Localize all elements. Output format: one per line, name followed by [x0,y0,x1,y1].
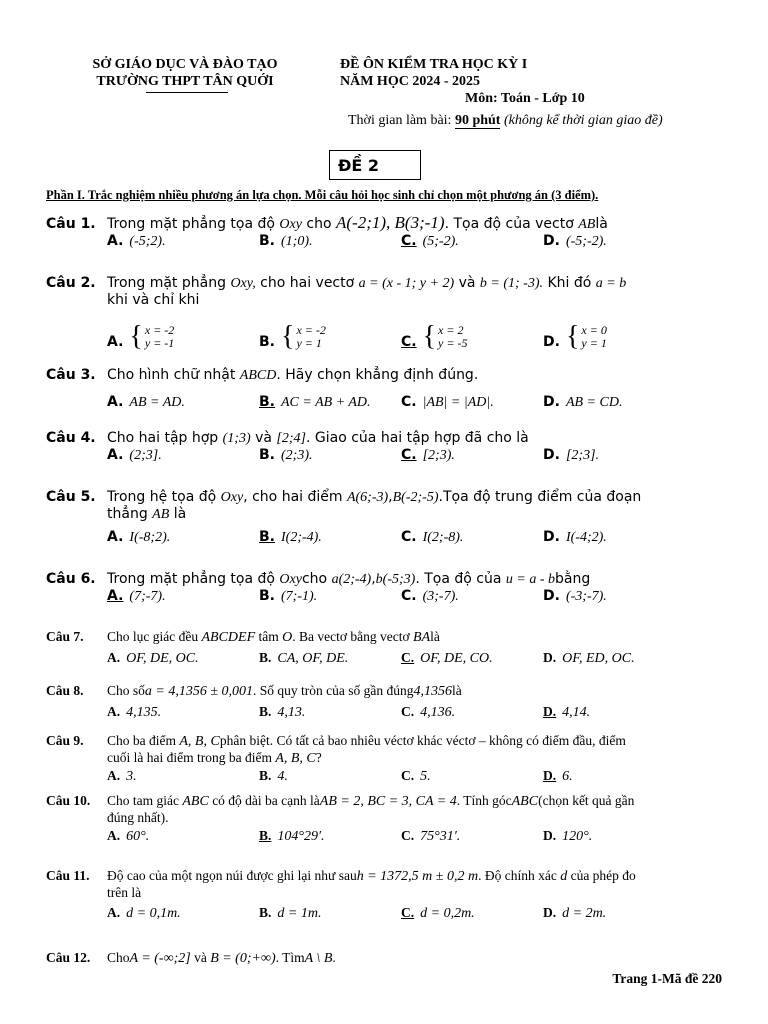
question-text: . Hãy chọn khẳng định đúng. [276,367,479,383]
option-label: A. [107,828,121,843]
question-text-line2: trên là [107,885,142,900]
time-note: (không kể thời gian giao đề) [500,113,663,128]
school-name: TRƯỜNG THPT TÂN QUỚI [96,74,274,89]
option-label: C. [401,334,417,350]
question-number: Câu 2. [46,275,96,291]
question-text: Trong mặt phẳng tọa độ [107,571,275,587]
option-b[interactable] [259,704,305,721]
option-value: d = 1m. [277,906,322,921]
subject-line: Môn: Toán - Lớp 10 [465,91,585,106]
option-value: (7;-7). [129,589,166,604]
option-label: B. [259,394,275,410]
question-12 [46,950,726,967]
option-label: C. [401,828,415,843]
department-name: SỞ GIÁO DỤC VÀ ĐÀO TẠO [92,57,278,72]
option-value: 104°29′. [277,829,325,844]
option-value: 60°. [126,829,150,844]
option-label: C. [401,905,415,920]
question-number: Câu 11. [46,868,90,883]
answer-options [46,447,726,469]
option-value: OF, DE, CO. [420,651,493,666]
option-a[interactable] [107,233,166,250]
option-a[interactable] [107,704,161,721]
option-b[interactable] [259,447,313,464]
option-b[interactable] [259,310,326,350]
question-text: Cho lục giác đều [107,629,199,644]
option-label: A. [107,588,124,604]
math-expr: Oxy [279,217,302,232]
math-expr: h = 1372,5 m ± 0,2 m [356,869,479,884]
option-label: D. [543,447,560,463]
option-label: B. [259,768,272,783]
exam-title: ĐỀ ÔN KIỂM TRA HỌC KỲ I [340,57,528,72]
option-c[interactable] [401,650,493,667]
page-footer: Trang 1-Mã đề 220 [612,971,722,986]
question-text: phân biệt. Có tất cả bao nhiêu véctơ khác véctơ – không có điểm đầu, điểm [219,733,626,748]
option-value: (1;0). [281,234,313,249]
question-text: và [255,430,272,446]
question-number: Câu 3. [46,367,96,383]
option-c[interactable] [401,768,431,785]
option-label: B. [259,447,275,463]
question-2 [46,275,726,350]
option-value: 4,13. [277,705,306,720]
header-divider [146,92,228,93]
option-value: AB = AD. [129,395,185,410]
question-text: . Giao của hai tập hợp đã cho là [305,430,529,446]
option-a[interactable] [107,529,170,546]
math-expr: B = (0;+∞) [210,951,276,966]
question-text: .Tọa độ trung điểm của đoạn [438,489,642,505]
math-expr: Oxy [220,490,244,505]
option-value: I(-8;2). [129,530,171,545]
question-number: Câu 6. [46,571,96,587]
math-expr: Oxy [279,572,302,587]
option-value: (2;3]. [129,448,162,463]
question-text: Cho số [107,683,145,698]
option-c[interactable] [401,394,494,411]
question-number: Câu 1. [46,216,96,232]
option-b[interactable] [259,828,325,845]
exam-code-box: ĐỀ 2 [329,150,421,180]
answer-options [46,233,726,255]
option-label: D. [543,828,557,843]
question-text: Cho ba điểm [107,733,176,748]
question-text: , cho hai điểm [243,489,343,505]
option-value: (5;-2). [422,234,459,249]
math-expr: 4,1356 [413,684,453,699]
option-b[interactable] [259,394,371,411]
option-value: (-3;-7). [565,589,607,604]
option-d[interactable] [543,233,607,250]
math-expr: a(2;-4) [331,572,372,587]
question-number: Câu 7. [46,629,84,644]
option-value: 4,135. [126,705,162,720]
option-label: C. [401,447,417,463]
option-value: [2;3). [422,448,455,463]
question-text: . Tính góc [456,793,512,808]
option-value: (2;3). [281,448,313,463]
question-text: tâm [258,629,279,644]
time-line [348,113,663,129]
question-text: . Ba vectơ bằng vectơ [292,629,410,644]
section-title: Phần I. Trắc nghiệm nhiều phương án lựa chọn. Mỗi câu hỏi học sinh chỉ chọn một phương án (3 điểm). [46,188,599,202]
option-b[interactable] [259,905,321,922]
option-value: d = 0,1m. [126,906,181,921]
math-expr: b(-5;3) [375,572,416,587]
school-header [60,56,310,93]
option-label: D. [543,768,557,783]
option-value: (3;-7). [422,589,459,604]
option-label: C. [401,233,417,249]
math-expr: u = a - b [505,572,555,587]
question-8 [46,683,726,726]
option-value: d = 2m. [562,906,607,921]
math-expr: B(-2;-5) [392,490,439,505]
question-text: Khi đó [547,275,592,291]
option-value: I(2;-8). [422,530,464,545]
option-d[interactable] [543,447,599,464]
answer-options [46,529,726,551]
answer-options [46,828,726,850]
question-10 [46,793,726,850]
option-value: 4,14. [562,705,591,720]
option-d[interactable] [543,588,607,605]
option-value: AB = CD. [565,395,623,410]
math-expr: Oxy, [230,276,256,291]
question-3 [46,367,726,416]
option-label: C. [401,650,415,665]
option-value: OF, ED, OC. [562,651,635,666]
option-value: [2;3]. [565,448,600,463]
option-value: CA, OF, DE. [277,651,349,666]
option-value: OF, DE, OC. [126,651,199,666]
question-text: và [458,275,476,291]
math-expr: d [560,869,568,884]
option-value: 75°31′. [420,829,461,844]
option-label: D. [543,334,560,350]
equation-system: { x = -2 y = -1 [129,321,175,352]
option-label: A. [107,447,124,463]
question-number: Câu 4. [46,430,96,446]
answer-options [46,588,726,610]
option-d[interactable] [543,828,592,845]
option-value: 3. [126,769,137,784]
math-expr: A(6;-3) [346,490,389,505]
option-a[interactable] [107,650,199,667]
option-label: C. [401,704,415,719]
question-text: , [371,571,376,587]
option-a[interactable] [107,588,166,605]
option-b[interactable] [259,233,313,250]
option-d[interactable] [543,704,590,721]
question-text: Độ cao của một ngọn núi được ghi lại như sau [107,868,357,883]
question-text: Trong mặt phẳng tọa độ [107,216,275,232]
answer-options [46,650,726,672]
question-text: của phép đo [570,868,636,883]
question-text: Trong mặt phẳng [107,275,226,291]
math-expr: ABCDEF [201,630,256,645]
time-duration: 90 phút [454,113,501,128]
question-1 [46,213,726,255]
question-number: Câu 8. [46,683,84,698]
question-text: có độ dài ba cạnh là [212,793,320,808]
option-label: C. [401,529,417,545]
question-11 [46,868,726,927]
equation-system: { x = 2 y = -5 [422,321,468,352]
option-value: 6. [562,769,573,784]
option-label: A. [107,905,121,920]
math-expr: O [282,630,293,645]
option-label: A. [107,768,121,783]
option-b[interactable] [259,529,322,546]
question-text: . [332,950,336,965]
option-value: |AB| = |AD|. [422,395,494,410]
equation-system: { x = -2 y = 1 [281,321,326,352]
option-a[interactable] [107,447,162,464]
math-expr: a = b [595,276,627,291]
answer-options [46,905,726,927]
question-text: Cho hình chữ nhật [107,367,236,383]
question-text: . Tìm [275,950,305,965]
option-label: A. [107,233,124,249]
option-label: B. [259,588,275,604]
math-expr: [2;4] [276,431,306,446]
option-label: A. [107,529,124,545]
option-label: B. [259,650,272,665]
answer-options [46,310,726,350]
option-b[interactable] [259,650,348,667]
question-5 [46,489,726,551]
question-text: là [595,216,608,232]
option-label: C. [401,394,417,410]
option-d[interactable] [543,768,573,785]
math-expr: ABC [511,794,539,809]
question-number: Câu 10. [46,793,91,808]
option-label: B. [259,704,272,719]
option-label: D. [543,905,557,920]
option-a[interactable] [107,310,174,350]
option-label: B. [259,905,272,920]
option-d[interactable] [543,529,607,546]
question-text: (chọn kết quả gần [538,793,635,808]
exam-header [340,56,730,107]
math-expr: AB [578,217,596,232]
question-text: bằng [555,571,591,587]
option-c[interactable] [401,828,460,845]
question-text-line2: đúng nhất). [107,810,169,825]
option-label: D. [543,650,557,665]
option-c[interactable] [401,905,475,922]
math-expr: A = (-∞;2] [129,951,191,966]
question-number: Câu 9. [46,733,84,748]
question-7 [46,629,726,672]
question-text: cho [306,216,332,232]
math-expr: ABC [182,794,209,809]
option-d[interactable] [543,650,635,667]
option-label: B. [259,334,275,350]
question-text: là [452,683,462,698]
option-c[interactable] [401,310,467,350]
question-text: Cho tam giác [107,793,179,808]
option-label: D. [543,233,560,249]
option-a[interactable] [107,768,137,785]
math-expr: ABCD [239,368,277,383]
option-label: C. [401,768,415,783]
question-text: . Tọa độ của [415,571,502,587]
option-label: D. [543,394,560,410]
option-d[interactable] [543,905,606,922]
question-text: là [430,629,440,644]
question-text: , [388,489,393,505]
option-label: A. [107,394,124,410]
question-text: . Tọa độ của vectơ [444,216,574,232]
option-c[interactable] [401,447,455,464]
question-text: Cho [107,950,130,965]
option-a[interactable] [107,905,181,922]
option-label: D. [543,529,560,545]
option-label: D. [543,588,560,604]
math-expr: b = (1; -3). [479,276,544,291]
option-value: 4,136. [420,705,456,720]
option-value: I(-4;2). [565,530,607,545]
question-text-line2: thẳng AB là [107,506,187,522]
question-number: Câu 12. [46,950,91,965]
question-text: . Độ chính xác [478,868,557,883]
option-value: AC = AB + AD. [281,395,371,410]
option-b[interactable] [259,588,317,605]
option-value: d = 0,2m. [420,906,475,921]
math-expr: a = (x - 1; y + 2) [358,276,455,291]
answer-options [46,704,726,726]
option-c[interactable] [401,588,459,605]
option-label: B. [259,529,275,545]
question-number: Câu 5. [46,489,96,505]
option-c[interactable] [401,704,455,721]
equation-system: { x = 0 y = 1 [565,321,607,352]
option-label: D. [543,704,557,719]
option-value: (7;-1). [281,589,318,604]
option-label: A. [107,650,121,665]
question-text: Cho hai tập hợp [107,430,219,446]
option-value: I(2;-4). [281,530,322,545]
math-expr: A, B, C [179,734,220,749]
math-expr: (1;3) [222,431,251,446]
option-value: 120°. [562,829,593,844]
math-expr: BA [413,630,431,645]
option-label: A. [107,334,124,350]
question-text: và [194,950,207,965]
option-value: (-5;-2). [565,234,607,249]
option-c[interactable] [401,233,459,250]
question-text-line2: khi và chỉ khi [107,292,200,308]
option-label: C. [401,588,417,604]
option-a[interactable] [107,828,149,845]
question-4 [46,430,726,469]
question-6 [46,571,726,610]
school-year: NĂM HỌC 2024 - 2025 [340,74,480,89]
question-text: Trong hệ tọa độ [107,489,217,505]
answer-options [46,394,726,416]
question-text-line2: cuối là hai điểm trong ba điểm A, B, C? [107,750,322,766]
option-b[interactable] [259,768,288,785]
option-label: B. [259,233,275,249]
option-value: (-5;2). [129,234,166,249]
time-prefix: Thời gian làm bài: [348,113,455,128]
math-expr: A(-2;1), B(3;-1) [336,213,445,232]
option-a[interactable] [107,394,185,411]
option-d[interactable] [543,394,622,411]
option-d[interactable] [543,310,607,350]
question-9 [46,733,726,790]
question-text: cho [301,571,328,587]
math-expr: a = 4,1356 ± 0,001 [144,684,254,699]
option-label: B. [259,828,272,843]
math-expr: AB = 2, BC = 3, CA = 4 [319,794,457,809]
option-label: A. [107,704,121,719]
answer-options [46,768,726,790]
option-c[interactable] [401,529,463,546]
question-text: cho hai vectơ [260,275,355,291]
option-value: 4. [277,769,288,784]
option-value: 5. [420,769,431,784]
math-expr: A \ B [304,951,333,966]
question-text: . Số quy tròn của số gần đúng [253,683,414,698]
